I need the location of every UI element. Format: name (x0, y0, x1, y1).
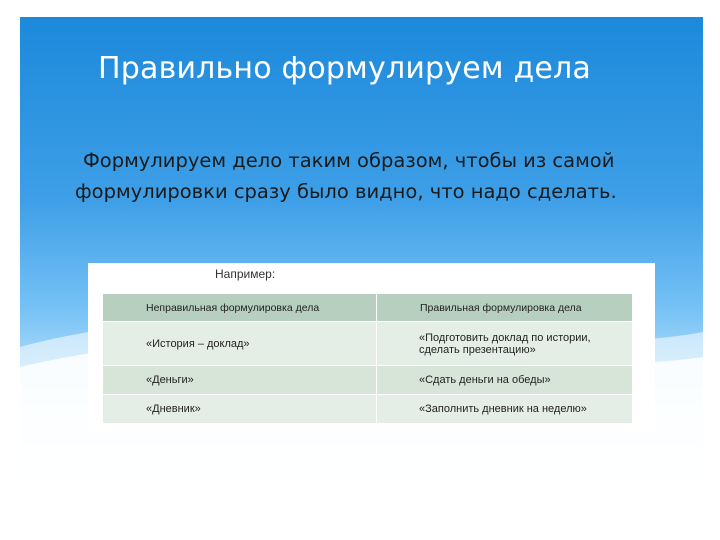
table-row (103, 366, 633, 395)
table-row (103, 322, 633, 366)
cell-right: «Сдать деньги на обеды» (377, 366, 633, 395)
cases-table (102, 293, 633, 424)
slide-title: Правильно формулируем дела (98, 51, 592, 86)
example-figure (88, 263, 655, 431)
table-row (103, 395, 633, 424)
column-header-wrong: Неправильная формулировка дела (103, 294, 377, 322)
cell-right: «Подготовить доклад по истории, сделать презентацию» (377, 322, 633, 366)
slide (20, 17, 703, 540)
example-heading: Например: (215, 267, 276, 281)
cell-wrong: «Деньги» (103, 366, 377, 395)
cell-right: «Заполнить дневник на неделю» (377, 395, 633, 424)
slide-body-text: Формулируем дело таким образом, чтобы из самой формулировки сразу было видно, что надо сделать. (75, 149, 617, 203)
cell-wrong: «История – доклад» (103, 322, 377, 366)
table-header-row (103, 294, 633, 322)
column-header-right: Правильная формулировка дела (377, 294, 633, 322)
cell-wrong: «Дневник» (103, 395, 377, 424)
